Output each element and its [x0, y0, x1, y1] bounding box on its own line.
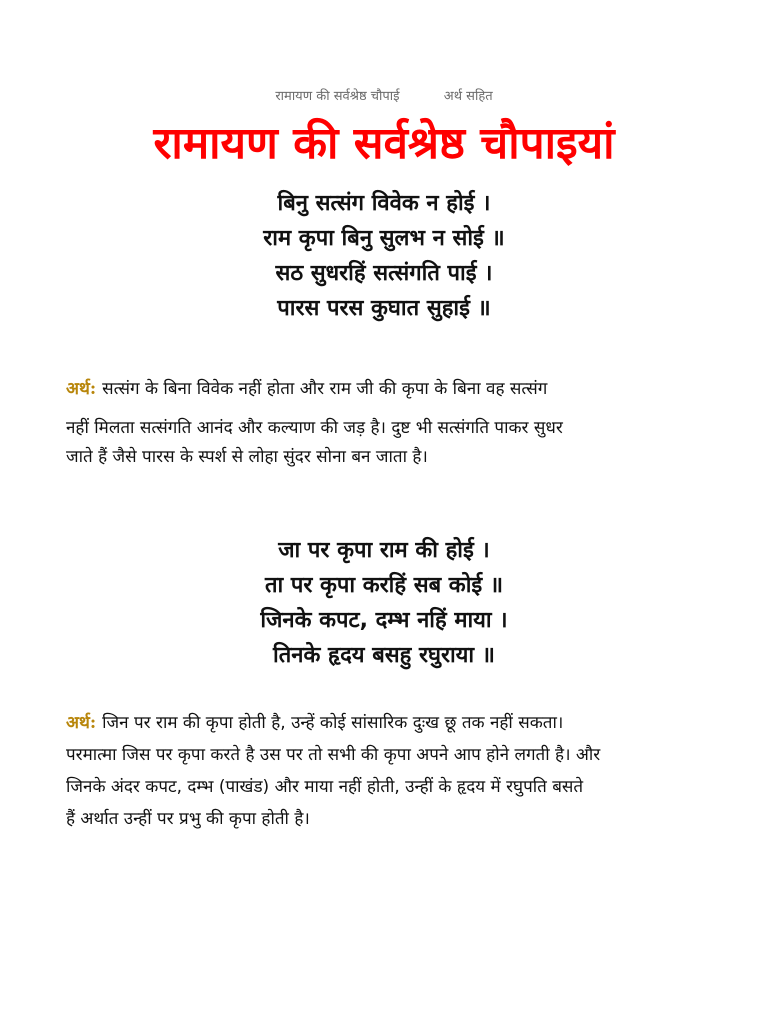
header-right-text: अर्थ सहित [443, 89, 493, 104]
meaning-line: जाते हैं जैसे पारस के स्पर्श से लोहा सुंदर सोना बन जाता है। [66, 447, 428, 467]
chaupai-verse-2 [0, 533, 768, 673]
verse-line: ता पर कृपा करहिं सब कोई ॥ [264, 573, 504, 598]
meaning-text: सत्संग के बिना विवेक नहीं होता और राम जी की कृपा के बिना वह सत्संग [102, 379, 548, 399]
verse-line: सठ सुधरहिं सत्संगति पाई । [275, 261, 493, 286]
page-header [0, 86, 768, 104]
verse-line: जिनके कपट, दम्भ नहिं माया । [260, 608, 508, 633]
header-left-text: रामायण की सर्वश्रेष्ठ चौपाई [275, 89, 400, 104]
meaning-text: जिन पर राम की कृपा होती है, उन्हें कोई सांसारिक दुःख छू तक नहीं सकता। [102, 713, 564, 733]
meaning-paragraph-1 [66, 373, 706, 474]
meaning-line: हैं अर्थात उन्हीं पर प्रभु की कृपा होती है। [66, 809, 310, 829]
chaupai-verse-1 [0, 186, 768, 326]
page-title: रामायण की सर्वश्रेष्ठ चौपाइयां [153, 118, 615, 169]
meaning-label: अर्थ: [66, 379, 97, 399]
verse-line: राम कृपा बिनु सुलभ न सोई ॥ [263, 226, 505, 251]
meaning-line: परमात्मा जिस पर कृपा करते है उस पर तो सभी की कृपा अपने आप होने लगती है। और [66, 745, 601, 765]
verse-line: पारस परस कुघात सुहाई ॥ [277, 296, 491, 321]
meaning-label: अर्थ: [66, 713, 97, 733]
meaning-paragraph-2 [66, 707, 706, 835]
meaning-line: नहीं मिलता सत्संगति आनंद और कल्याण की जड़ है। दुष्ट भी सत्संगति पाकर सुधर [66, 418, 563, 438]
meaning-line [66, 373, 706, 406]
meaning-line [66, 707, 706, 739]
verse-line: बिनु सत्संग विवेक न होई । [277, 191, 491, 216]
verse-line: जा पर कृपा राम की होई । [278, 538, 490, 563]
verse-line: तिनके हृदय बसहु रघुराया ॥ [273, 643, 495, 668]
meaning-line: जिनके अंदर कपट, दम्भ (पाखंड) और माया नहीं होती, उन्हीं के हृदय में रघुपति बसते [66, 777, 584, 797]
